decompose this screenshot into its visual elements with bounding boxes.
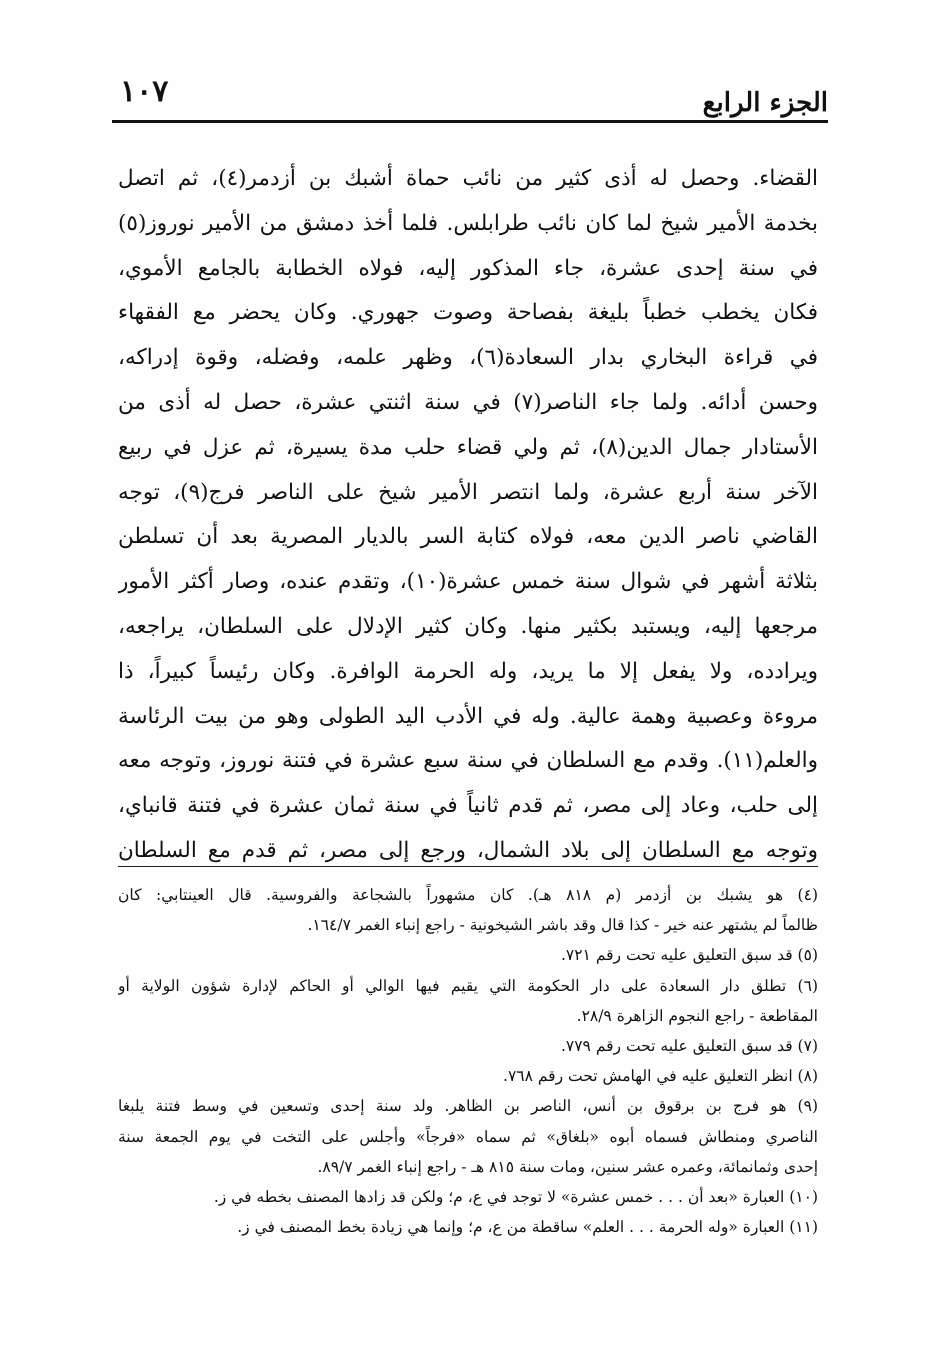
- footnote-line: المقاطعة - راجع النجوم الزاهرة ٢٨/٩.: [576, 1006, 818, 1025]
- body-line: القضاء. وحصل له أذى كثير من نائب حماة أشبك بن أزدمر(٤)، ثم اتصل: [118, 166, 818, 191]
- footnotes: [118, 880, 818, 1242]
- body-line: في قراءة البخاري بدار السعادة(٦)، وظهر علمه، وفضله، وقوة إدراكه،: [118, 345, 818, 371]
- body-line: والعلم(١١). وقدم مع السلطان في سنة سبع عشرة في فتنة نوروز، وتوجه معه: [118, 748, 818, 774]
- body-line: مروءة وعصبية وهمة عالية. وله في الأدب اليد الطولى وهو من بيت الرئاسة: [118, 703, 818, 729]
- body-line: وتوجه مع السلطان إلى بلاد الشمال، ورجع إلى مصر، ثم قدم مع السلطان: [118, 837, 818, 863]
- header-rule: [112, 120, 828, 123]
- footnote-line: (٥) قد سبق التعليق عليه تحت رقم ٧٢١.: [560, 946, 818, 965]
- body-line: وحسن أدائه. ولما جاء الناصر(٧) في سنة اثنتي عشرة، حصل له أذى من: [118, 389, 818, 415]
- page-number: ١٠٧: [120, 74, 169, 109]
- body-line: إلى حلب، وعاد إلى مصر، ثم قدم ثانياً في سنة ثمان عشرة في فتنة قانباي،: [118, 793, 818, 819]
- body-line: بخدمة الأمير شيخ لما كان نائب طرابلس. فلما أخذ دمشق من الأمير نوروز(٥): [118, 210, 818, 236]
- body-line: مرجعها إليه، ويستبد بكثير منها. وكان كثير الإدلال على السلطان، يراجعه،: [118, 613, 818, 639]
- footnote-line: (٨) انظر التعليق عليه في الهامش تحت رقم ٧٦٨.: [503, 1067, 818, 1086]
- body-line: الأستادار جمال الدين(٨)، ثم ولي قضاء حلب مدة يسيرة، ثم عزل في ربيع: [118, 434, 818, 460]
- footnote-line: (٧) قد سبق التعليق عليه تحت رقم ٧٧٩.: [560, 1036, 818, 1055]
- footnote-line: ظالماً لم يشتهر عنه خير - كذا قال وقد باشر الشيخونية - راجع إنباء الغمر ١٦٤/٧.: [307, 916, 818, 935]
- footnote-line: (١٠) العبارة «بعد أن . . . خمس عشرة» لا توجد في ع، م؛ ولكن قد زادها المصنف بخطه في ز.: [213, 1187, 818, 1206]
- footnote-line: (٩) هو فرج بن برقوق بن أنس، الناصر بن الظاهر. ولد سنة إحدى وتسعين في وسط فتنة يلبغا: [118, 1097, 818, 1116]
- body-line: بثلاثة أشهر في شوال سنة خمس عشرة(١٠)، وتقدم عنده، وصار أكثر الأمور: [118, 569, 818, 595]
- running-head: [112, 58, 828, 118]
- body-line: في سنة إحدى عشرة، جاء المذكور إليه، فولاه الخطابة بالجامع الأموي،: [118, 255, 818, 281]
- body-line: الآخر سنة أربع عشرة، ولما انتصر الأمير شيخ على الناصر فرج(٩)، توجه: [118, 479, 818, 505]
- footnote-line: (٦) تطلق دار السعادة على دار الحكومة التي يقيم فيها الوالي أو الحاكم لإدارة شؤون الولاية أو: [118, 976, 818, 995]
- body-line: ويرادده، ولا يفعل إلا ما يريد، وله الحرمة الوافرة. وكان رئيساً كبيراً، ذا: [118, 658, 818, 684]
- footnote-line: الناصري ومنطاش فسماه أبوه «بلغاق» ثم سماه «فرجاً» وأجلس على التخت في يوم الجمعة سنة: [118, 1127, 818, 1146]
- body-text: [118, 157, 818, 874]
- body-line: فكان يخطب خطباً بليغة بفصاحة وصوت جهوري. وكان يحضر مع الفقهاء: [118, 300, 818, 326]
- footnote-line: (٤) هو يشبك بن أزدمر (م ٨١٨ هـ). كان مشهوراً بالشجاعة والفروسية. قال العينتابي: كان: [118, 886, 818, 904]
- body-line: القاضي ناصر الدين معه، فولاه كتابة السر بالديار المصرية بعد أن تسلطن: [118, 524, 818, 550]
- part-title: الجزء الرابع: [702, 88, 828, 118]
- footnote-line: (١١) العبارة «وله الحرمة . . . العلم» ساقطة من ع، م؛ وإنما هي زيادة بخط المصنف في ز.: [237, 1218, 818, 1237]
- footnote-line: إحدى وثمانمائة، وعمره عشر سنين، ومات سنة ٨١٥ هـ - راجع إنباء الغمر ٨٩/٧.: [317, 1157, 818, 1176]
- footnote-rule: [118, 866, 818, 867]
